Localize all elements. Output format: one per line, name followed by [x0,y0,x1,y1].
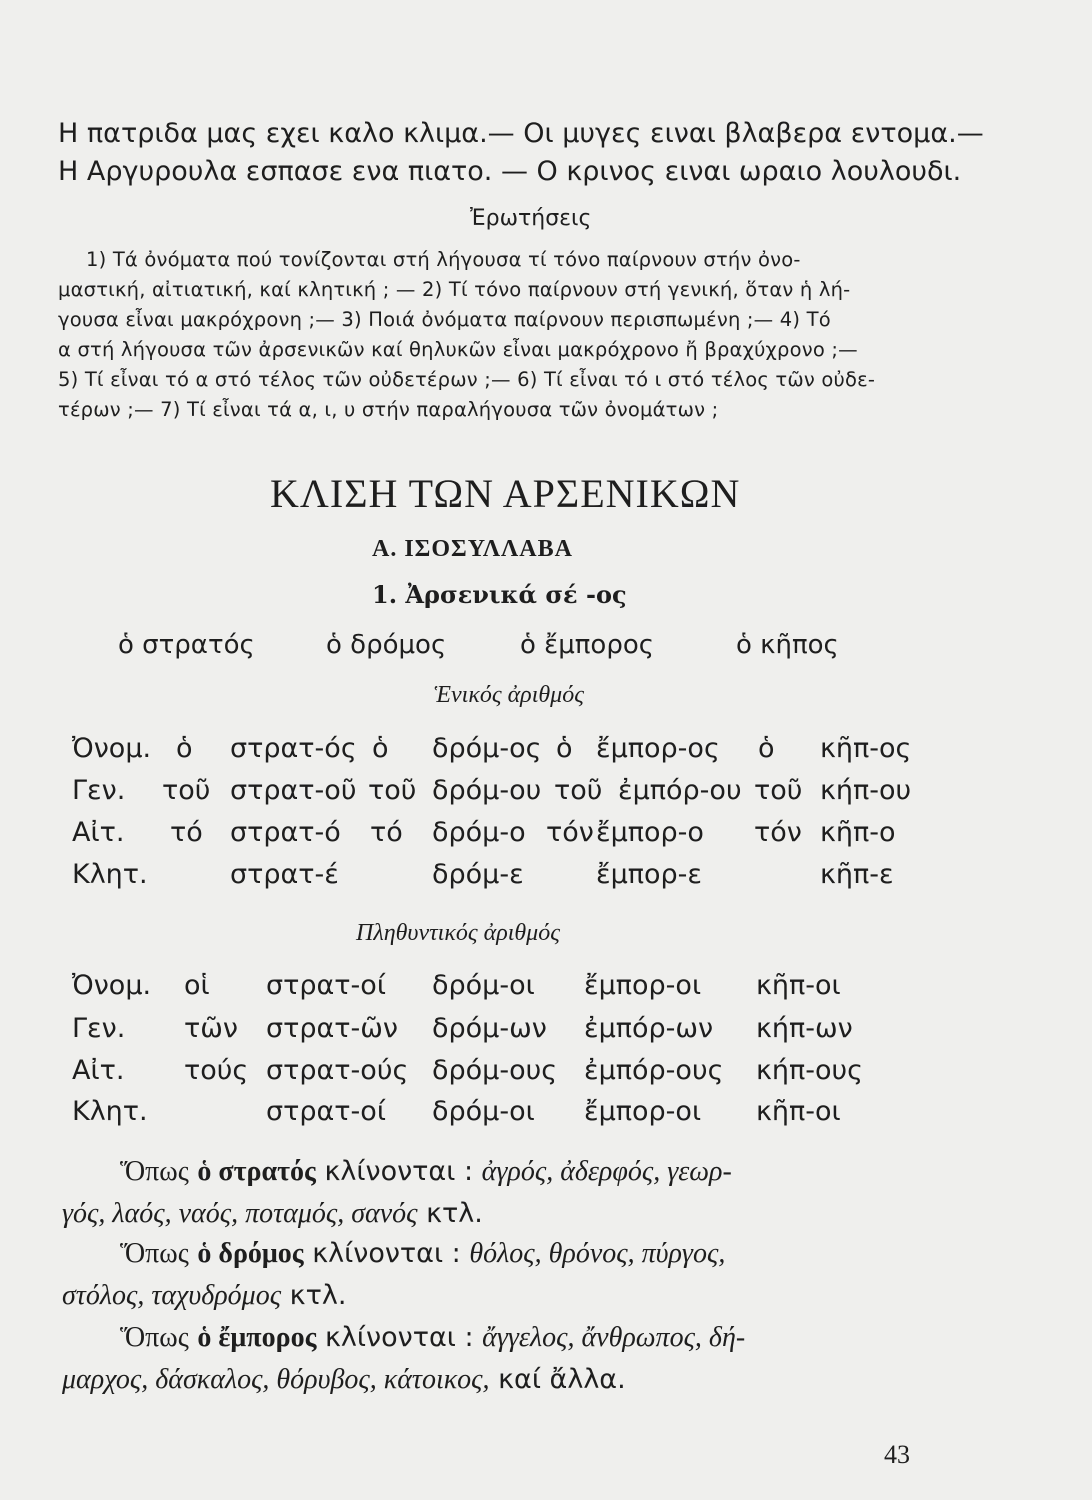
rule-verb: κλίνονται : [312,1238,461,1269]
article: τοῦ [754,775,803,806]
rule-prefix: Ὅπως [120,1156,189,1187]
form-kipos: κῆπ-οι [756,970,841,1001]
rule-prefix: Ὅπως [120,1238,189,1269]
form-kipos: κήπ-ους [756,1055,864,1086]
form-stratos: στρατ-ούς [266,1055,409,1086]
case-label: Ὀνομ. [72,733,152,764]
case-label: Γεν. [72,1013,126,1044]
form-emporos: ἐμπόρ-ους [584,1055,724,1086]
article: τούς [184,1055,249,1086]
form-emporos: ἔμπορ-ε [596,859,703,890]
rule-2-line-2 [62,1280,346,1312]
form-stratos: στρατ-οί [266,970,386,1001]
intro-line-1: Η πατριδα μας εχει καλο κλιμα.— Οι μυγες ειναι βλαβερα εντομα.— [58,118,984,149]
rule-headword: ὁ στρατός [197,1156,316,1187]
questions-heading: Ἐρωτήσεις [470,206,592,231]
form-stratos: στρατ-ῶν [266,1013,398,1044]
question-line-5: 5) Τί εἶναι τό α στό τέλος τῶν οὐδετέρων ;— 6) Τί εἶναι τό ι στό τέλος τῶν οὐδε- [58,368,876,391]
article: τοῦ [162,775,211,806]
case-label: Κλητ. [72,1096,148,1127]
form-kipos: κήπ-ων [756,1013,853,1044]
form-dromos: δρόμ-οι [432,970,535,1001]
rule-headword: ὁ δρόμος [197,1238,304,1269]
article: ὁ [758,733,775,764]
rule-3-line-2 [62,1364,626,1396]
case-label: Αἰτ. [72,1055,125,1086]
singular-label: Ἑνικός ἀριθμός [434,682,584,708]
case-label: Αἰτ. [72,817,125,848]
form-stratos: στρατ-ός [230,733,357,764]
rule-ending: καί ἄλλα. [498,1364,626,1395]
article: τόν [546,817,594,848]
form-kipos: κήπ-ου [820,775,912,806]
form-stratos: στρατ-έ [230,859,339,890]
article: ὁ [176,733,193,764]
form-kipos: κῆπ-οι [756,1096,841,1127]
rule-verb: κλίνονται : [324,1322,474,1353]
rule-2-line-1 [120,1238,725,1270]
section-subtitle: Α. ΙΣΟΣΥΛΛΑΒΑ [372,536,573,562]
article: τῶν [184,1013,238,1044]
article: τό [370,817,403,848]
rule-examples: στόλος, ταχυδρόμος [62,1280,282,1311]
article: τό [170,817,203,848]
page-number: 43 [884,1440,910,1469]
form-dromos: δρόμ-ους [432,1055,558,1086]
form-dromos: δρόμ-οι [432,1096,535,1127]
article: ὁ [556,733,573,764]
form-stratos: στρατ-ό [230,817,341,848]
article: τοῦ [554,775,603,806]
form-dromos: δρόμ-ος [432,733,542,764]
question-line-6: τέρων ;— 7) Τί εἶναι τά α, ι, υ στήν παραλήγουσα τῶν ὀνομάτων ; [58,398,719,421]
plural-label: Πληθυντικός ἀριθμός [356,920,560,946]
form-dromos: δρόμ-ε [432,859,524,890]
article: τόν [754,817,802,848]
case-label: Ὀνομ. [72,970,152,1001]
form-emporos: ἔμπορ-οι [584,1096,702,1127]
form-kipos: κῆπ-ος [820,733,912,764]
form-emporos: ἔμπορ-ο [596,817,704,848]
example-word-1: ὁ στρατός [118,630,255,660]
article: οἱ [184,970,210,1001]
article: ὁ [372,733,389,764]
form-stratos: στρατ-οί [266,1096,386,1127]
rule-examples: μαρχος, δάσκαλος, θόρυβος, κάτοικος, [62,1364,490,1395]
intro-line-2: Η Αργυρουλα εσπασε ενα πιατο. — Ο κρινος ειναι ωραιο λουλουδι. [58,156,962,187]
question-line-4: α στή λήγουσα τῶν ἀρσενικῶν καί θηλυκῶν εἶναι μακρόχρονο ἤ βραχύχρονο ;— [58,338,858,361]
form-emporos: ἐμπόρ-ων [584,1013,714,1044]
rule-prefix: Ὅπως [120,1322,189,1353]
rule-examples: ἀγρός, ἀδερφός, γεωρ- [481,1156,732,1187]
rule-examples: θόλος, θρόνος, πύργος, [469,1238,726,1269]
rule-examples: γός, λαός, ναός, ποταμός, σανός [62,1198,418,1229]
question-line-3: γουσα εἶναι μακρόχρονη ;— 3) Ποιά ὀνόματα παίρνουν περισπωμένη ;— 4) Τό [58,308,831,331]
rule-1-line-1 [120,1156,732,1188]
article: τοῦ [368,775,417,806]
rule-examples: ἄγγελος, ἄνθρωπος, δή- [482,1322,746,1353]
form-dromos: δρόμ-ων [432,1013,547,1044]
form-emporos: ἔμπορ-οι [584,970,702,1001]
form-emporos: ἐμπόρ-ου [618,775,742,806]
example-word-4: ὁ κῆπος [736,630,839,660]
rule-ending: κτλ. [426,1198,483,1229]
subsection-title: 1. Ἀρσενικά σέ -ος [372,580,627,609]
rule-1-line-2 [62,1198,483,1230]
rule-verb: κλίνονται : [324,1156,474,1187]
question-line-1: 1) Τά ὀνόματα πού τονίζονται στή λήγουσα τί τόνο παίρνουν στήν ὀνο- [86,248,801,271]
form-stratos: στρατ-οῦ [230,775,357,806]
form-dromos: δρόμ-ο [432,817,526,848]
form-dromos: δρόμ-ου [432,775,542,806]
question-line-2: μαστική, αἰτιατική, καί κλητική ; — 2) Τί τόνο παίρνουν στή γενική, ὅταν ἡ λή- [58,278,851,301]
rule-3-line-1 [120,1322,745,1354]
example-word-3: ὁ ἔμπορος [520,630,654,660]
rule-ending: κτλ. [289,1280,347,1311]
example-word-2: ὁ δρόμος [326,630,447,660]
form-kipos: κῆπ-ε [820,859,894,890]
rule-headword: ὁ ἔμπορος [197,1322,317,1353]
section-title: ΚΛΙΣΗ ΤΩΝ ΑΡΣΕΝΙΚΩΝ [270,471,741,516]
case-label: Γεν. [72,775,126,806]
form-emporos: ἔμπορ-ος [596,733,720,764]
case-label: Κλητ. [72,859,148,890]
form-kipos: κῆπ-ο [820,817,896,848]
